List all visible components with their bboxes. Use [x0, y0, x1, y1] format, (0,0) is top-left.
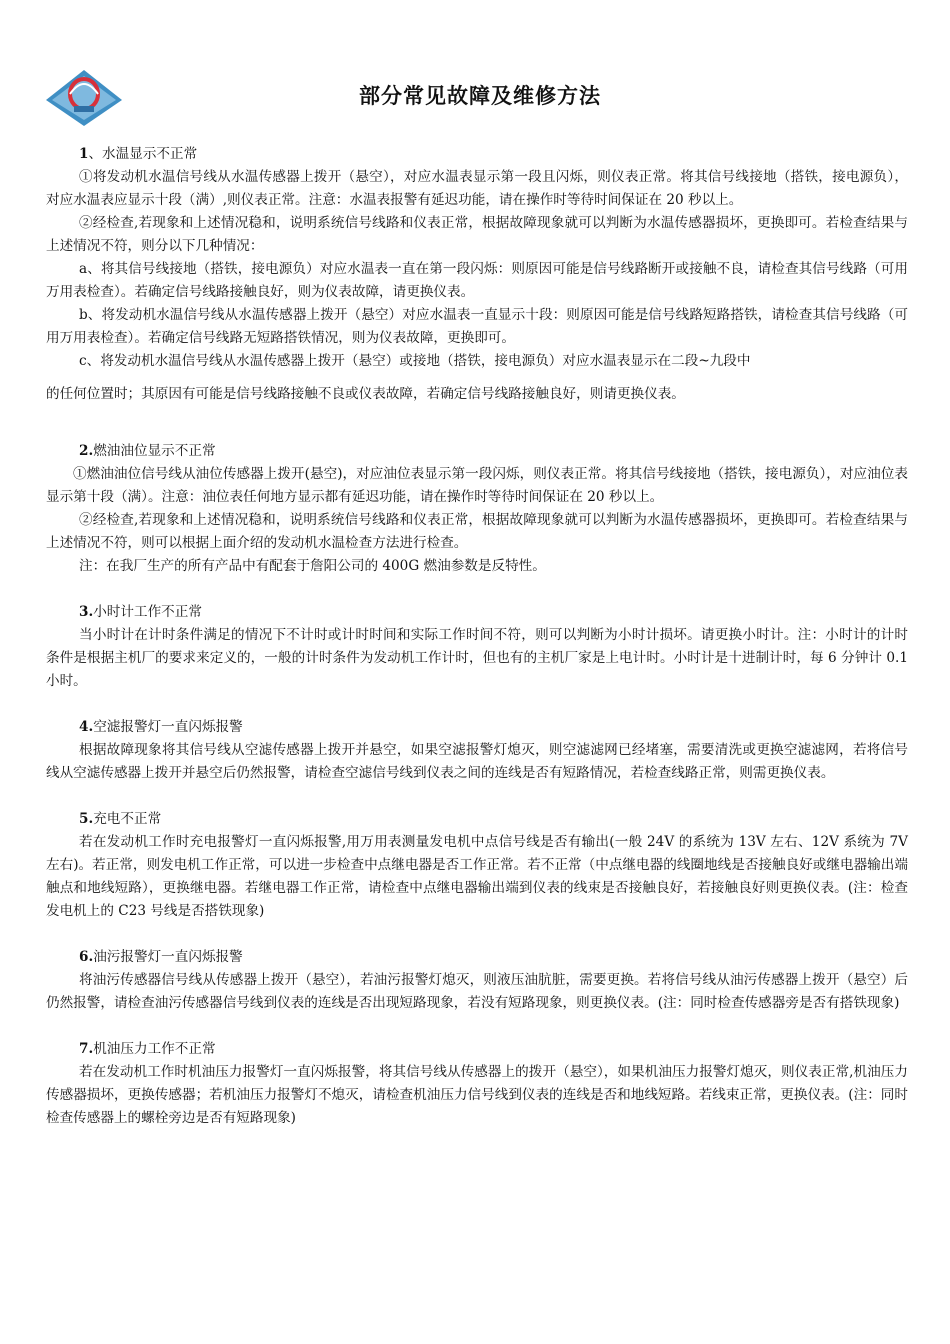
- paragraph: ①将发动机水温信号线从水温传感器上拨开（悬空），对应水温表显示第一段且闪烁，则仪表正常。将其信号线接地（搭铁，接电源负），对应水温表应显示十段（满）,则仪表正常。注意：水温表报警有延迟功能，请在操作时等待时间保证在 20 秒以上。: [46, 169, 908, 208]
- paragraph: b、将发动机水温信号线从水温传感器上拨开（悬空）对应水温表一直显示十段：则原因可能是信号线路短路搭铁，请检查其信号线路（可用万用表检查）。若确定信号线路无短路搭铁情况，则为仪表故障，更换即可。: [46, 307, 908, 346]
- paragraph: 将油污传感器信号线从传感器上拨开（悬空），若油污报警灯熄灭，则液压油肮脏，需要更换。若将信号线从油污传感器上拨开（悬空）后仍然报警，请检查油污传感器信号线到仪表的连线是否出现短路现象，若没有短路现象，则更换仪表。(注：同时检查传感器旁是否有搭铁现象): [46, 972, 908, 1011]
- section-heading: 4.空滤报警灯一直闪烁报警: [79, 719, 243, 735]
- section-heading: 3.小时计工作不正常: [79, 604, 202, 620]
- paragraph: 当小时计在计时条件满足的情况下不计时或计时时间和实际工作时间不符，则可以判断为小时计损坏。请更换小时计。注：小时计的计时条件是根据主机厂的要求来定义的，一般的计时条件为发动机工作计时，但也有的主机厂家是上电计时。小时计是十进制计时，每 6 分钟计 0.1 小时。: [46, 627, 908, 689]
- page-title: 部分常见故障及维修方法: [359, 84, 601, 108]
- section-heading: 5.充电不正常: [79, 811, 162, 827]
- paragraph: c、将发动机水温信号线从水温传感器上拨开（悬空）或接地（搭铁，接电源负）对应水温表显示在二段~九段中: [79, 353, 751, 369]
- paragraph: a、将其信号线接地（搭铁，接电源负）对应水温表一直在第一段闪烁：则原因可能是信号线路断开或接触不良，请检查其信号线路（可用万用表检查）。若确定信号线路接触良好，则为仪表故障，请更换仪表。: [46, 261, 908, 300]
- section-heading: 6.油污报警灯一直闪烁报警: [79, 949, 243, 965]
- paragraph: ②经检查,若现象和上述情况稳和，说明系统信号线路和仪表正常，根据故障现象就可以判断为水温传感器损坏，更换即可。若检查结果与上述情况不符，则可以根据上面介绍的发动机水温检查方法进行检查。: [46, 512, 908, 551]
- paragraph: 若在发动机工作时机油压力报警灯一直闪烁报警，将其信号线从传感器上的拨开（悬空），如果机油压力报警灯熄灭，则仪表正常,机油压力传感器损坏，更换传感器；若机油压力报警灯不熄灭，请检查机油压力信号线到仪表的连线是否和地线短路。若线束正常，更换仪表。(注：同时检查传感器上的螺栓旁边是否有短路现象): [46, 1064, 908, 1126]
- paragraph: 根据故障现象将其信号线从空滤传感器上拨开并悬空，如果空滤报警灯熄灭，则空滤滤网已经堵塞，需要清洗或更换空滤滤网，若将信号线从空滤传感器上拨开并悬空后仍然报警，请检查空滤信号线到仪表之间的连线是否有短路情况，若检查线路正常，则需更换仪表。: [46, 742, 908, 781]
- document-body: [46, 143, 908, 1130]
- paragraph: 注：在我厂生产的所有产品中有配套于詹阳公司的 400G 燃油参数是反特性。: [79, 558, 546, 574]
- section-heading: 7.机油压力工作不正常: [79, 1041, 216, 1057]
- paragraph: ①燃油油位信号线从油位传感器上拨开(悬空)，对应油位表显示第一段闪烁，则仪表正常。将其信号线接地（搭铁，接电源负），对应油位表显示第十段（满）。注意：油位表任何地方显示都有延迟功能，请在操作时等待时间保证在 20 秒以上。: [46, 466, 908, 505]
- paragraph: 的任何位置时；其原因有可能是信号线路接触不良或仪表故障，若确定信号线路接触良好，则请更换仪表。: [46, 386, 685, 402]
- section-heading: 1、水温显示不正常: [79, 146, 198, 162]
- section-heading: 2.燃油油位显示不正常: [79, 443, 216, 459]
- paragraph: 若在发动机工作时充电报警灯一直闪烁报警,用万用表测量发电机中点信号线是否有输出(一般 24V 的系统为 13V 左右、12V 系统为 7V 左右)。若正常，则发电机工作正常，可以进一步检查中点继电器是否工作正常。若不正常（中点继电器的线圈地线是否接触良好或继电器输出端触点和地线短路），更换继电器。若继电器工作正常，请检查中点继电器输出端到仪表的线束是否接触良好，若接触良好则更换仪表。(注：检查发电机上的 C23 号线是否搭铁现象): [46, 834, 908, 919]
- paragraph: ②经检查,若现象和上述情况稳和，说明系统信号线路和仪表正常，根据故障现象就可以判断为水温传感器损坏，更换即可。若检查结果与上述情况不符，则分以下几种情况：: [46, 215, 908, 254]
